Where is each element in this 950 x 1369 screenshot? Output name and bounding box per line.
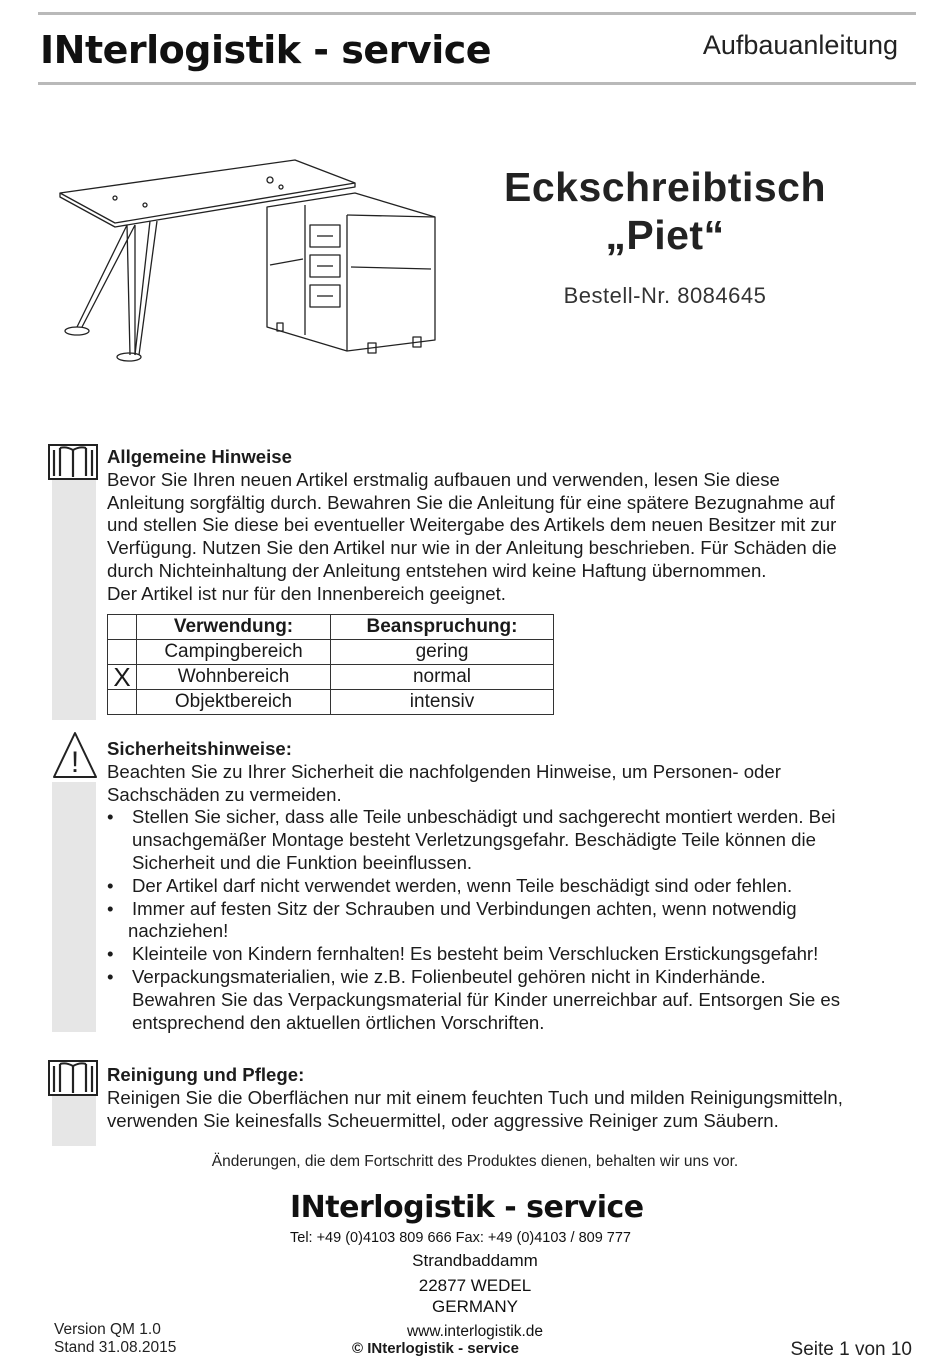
copyright-logo: © INterlogistik - service [352, 1340, 519, 1357]
list-item-line: • Der Artikel darf nicht verwendet werden, wenn Teile beschädigt sind oder fehlen. [132, 874, 793, 896]
general-notes-line: und stellen Sie diese bei eventueller Weitergabe des Artikels dem neuen Besitzer mit zur [107, 514, 837, 536]
section-side-bar [52, 480, 96, 720]
contact-address [250, 1250, 700, 1271]
product-name: „Piet“ [605, 212, 725, 258]
list-item-line: Bewahren Sie das Verpackungsmaterial für Kinder unerreichbar auf. Entsorgen Sie es [132, 988, 840, 1010]
safety-intro-line: Beachten Sie zu Ihrer Sicherheit die nachfolgenden Hinweise, um Personen- oder [107, 760, 781, 782]
general-notes-section [107, 446, 917, 606]
section-side-bar [52, 1096, 96, 1146]
load-cell: gering [331, 640, 554, 665]
care-line: verwenden Sie keinesfalls Scheuermittel, oder aggressive Reiniger zum Säubern. [107, 1109, 779, 1131]
table-row [108, 690, 554, 715]
website-link[interactable]: www.interlogistik.de [406, 1323, 544, 1340]
list-item-line: • Verpackungsmaterialien, wie z.B. Folienbeutel gehören nicht in Kinderhände. [132, 965, 766, 987]
general-notes-line: Verfügung. Nutzen Sie den Artikel nur wie in der Anleitung beschrieben. Für Schäden die [107, 537, 837, 559]
list-item-line: entsprechend den aktuellen örtlichen Vorschriften. [132, 1011, 545, 1033]
header-rule [38, 82, 916, 85]
usage-column-header: Verwendung: [137, 615, 331, 640]
list-item-line: • Immer auf festen Sitz der Schrauben und Verbindungen achten, wenn notwendig [132, 897, 797, 919]
list-item [107, 875, 917, 898]
general-notes-line: Bevor Sie Ihren neuen Artikel erstmalig aufbauen und verwenden, lesen Sie diese [107, 468, 780, 490]
version-number: Version QM 1.0 [54, 1321, 161, 1338]
table-row [108, 665, 554, 690]
general-notes-line: Der Artikel ist nur für den Innenbereich geeignet. [107, 582, 506, 604]
list-item-line: unsachgemäßer Montage besteht Verletzungsgefahr. Beschädigte Teile können die [132, 829, 816, 851]
list-item-line: Sicherheit und die Funktion beeinflussen. [132, 851, 473, 873]
list-item-line: nachziehen! [128, 920, 229, 942]
table-row [108, 640, 554, 665]
address-street: Strandbaddamm [412, 1251, 538, 1270]
change-notice: Änderungen, die dem Fortschritt des Produktes dienen, behalten wir uns vor. [211, 1153, 739, 1170]
list-item-line: • Kleinteile von Kindern fernhalten! Es besteht beim Verschlucken Erstickungsgefahr! [132, 943, 819, 965]
address-city: 22877 WEDEL [418, 1276, 532, 1295]
load-cell: normal [331, 665, 554, 690]
contact-phone-fax: Tel: +49 (0)4103 809 666 Fax: +49 (0)4103 / 809 777 [290, 1230, 631, 1246]
load-cell: intensiv [331, 690, 554, 715]
address-country: GERMANY [432, 1297, 518, 1316]
list-item [107, 806, 917, 874]
list-item [107, 898, 917, 944]
order-number: Bestell-Nr. 8084645 [563, 283, 767, 308]
book-icon [48, 1060, 98, 1096]
usage-cell: Wohnbereich [137, 665, 331, 690]
usage-mark [108, 690, 137, 715]
usage-cell: Campingbereich [137, 640, 331, 665]
care-section [107, 1064, 917, 1132]
safety-heading: Sicherheitshinweise: [107, 738, 292, 759]
company-logo: INterlogistik - service [40, 28, 492, 72]
svg-text:!: ! [70, 746, 80, 779]
footer-company-logo: INterlogistik - service [290, 1190, 644, 1225]
safety-intro-line: Sachschäden zu vermeiden. [107, 783, 342, 805]
usage-mark: X [108, 665, 137, 690]
contact-web-block [250, 1321, 700, 1342]
usage-mark [108, 640, 137, 665]
general-notes-line: Anleitung sorgfältig durch. Bewahren Sie die Anleitung für eine spätere Bezugnahme auf [107, 491, 835, 513]
list-item [107, 943, 917, 966]
usage-table [107, 614, 554, 715]
care-line: Reinigen Sie die Oberflächen nur mit einem feuchten Tuch und milden Reinigungsmitteln, [107, 1086, 843, 1108]
book-icon [48, 444, 98, 480]
general-notes-line: durch Nichteinhaltung der Anleitung entstehen wird keine Haftung übernommen. [107, 559, 767, 581]
version-date: Stand 31.08.2015 [54, 1339, 177, 1356]
product-title: Eckschreibtisch [504, 164, 826, 210]
list-item [107, 966, 917, 1034]
top-rule [38, 12, 916, 15]
desk-illustration [55, 155, 445, 365]
usage-table-header [108, 615, 554, 640]
load-column-header: Beanspruchung: [331, 615, 554, 640]
contact-city-block [250, 1275, 700, 1317]
general-notes-heading: Allgemeine Hinweise [107, 446, 292, 467]
list-item-line: • Stellen Sie sicher, dass alle Teile unbeschädigt und sachgerecht montiert werden. Bei [132, 806, 836, 828]
warning-icon [52, 731, 98, 779]
version-info [54, 1321, 176, 1357]
care-heading: Reinigung und Pflege: [107, 1064, 305, 1085]
document-type: Aufbauanleitung [702, 30, 898, 60]
safety-section [107, 738, 917, 1034]
usage-cell: Objektbereich [137, 690, 331, 715]
section-side-bar [52, 782, 96, 1032]
page-number: Seite 1 von 10 [790, 1339, 912, 1360]
safety-list [107, 806, 917, 1034]
